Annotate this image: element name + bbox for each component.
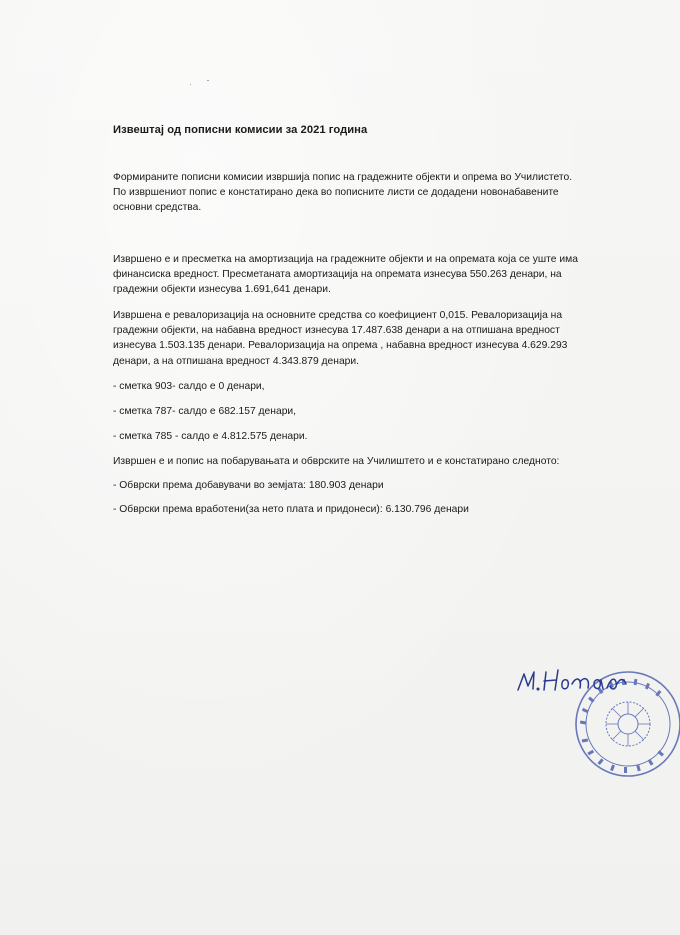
text-line: изнесува 1.503.135 денари. Ревалоризација на опрема , набавна вредност изнесува 4.629.293: [113, 340, 568, 352]
paragraph-revaluation: [113, 308, 623, 369]
text-line: градежни објекти, на набавна вредност изнесува 17.487.638 денари а на отпишана вредност: [113, 325, 560, 337]
account-903-line: [113, 379, 623, 394]
text-line: градежни објекти изнесува 1.691,641 денари.: [113, 284, 331, 296]
text-line: Извршен е и попис на побарувањата и обврските на Училиштето и е констатирано следното:: [113, 456, 560, 467]
text-line: - сметка 785 - салдо е 4.812.575 денари.: [113, 431, 308, 442]
account-787-line: [113, 404, 623, 419]
round-stamp: [576, 672, 680, 776]
text-line: - Обврски према вработени(за нето плата и придонеси): 6.130.796 денари: [113, 504, 469, 515]
text-line: Извршено е и пресметка на амортизација на градежните објекти и на опремата која се уште има: [113, 254, 578, 265]
paragraph-liabilities-intro: [113, 454, 623, 469]
scan-speck: [207, 80, 209, 81]
signature-stamp-graphic: [510, 662, 680, 782]
text-line: Извршена е ревалоризација на основните средства со коефициент 0,015. Ревалоризација на: [113, 310, 563, 321]
text-line: - сметка 787- салдо е 682.157 денари,: [113, 406, 297, 417]
handwritten-signature: [518, 670, 626, 690]
paragraph-amortization: [113, 252, 623, 298]
text-line: - сметка 903- салдо е 0 денари,: [113, 381, 265, 392]
text-line: По извршениот попис е констатирано дека во пописните листи се додадени новонабавените: [113, 187, 559, 199]
text-line: - Обврски према добавувачи во земјата: 180.903 денари: [113, 480, 384, 491]
liability-employees-line: [113, 502, 623, 517]
text-line: финансиска вредност. Пресметаната амортизација на опремата изнесува 550.263 денари, на: [113, 269, 562, 281]
document-title: Извештај од пописни комисии за 2021 година: [113, 124, 368, 136]
text-line: Формираните пописни комисии извршија попис на градежните објекти и опрема во Училистето.: [113, 172, 573, 183]
paragraph-inventory: [113, 170, 623, 216]
scan-speck: [190, 84, 191, 85]
text-line: денари, а на отпишана вредност 4.343.879 денари.: [113, 355, 360, 367]
text-line: основни средства.: [113, 202, 202, 214]
account-785-line: [113, 429, 623, 444]
liability-suppliers-line: [113, 478, 623, 493]
